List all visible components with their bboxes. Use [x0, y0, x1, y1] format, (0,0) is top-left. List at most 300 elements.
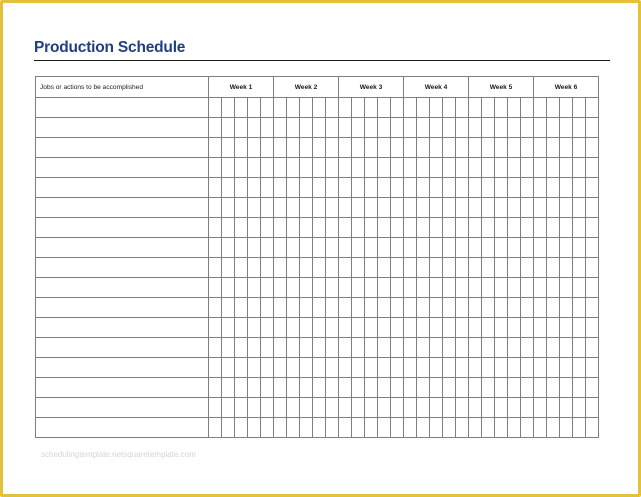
day-cell[interactable] [287, 138, 300, 158]
day-cell[interactable] [326, 358, 339, 378]
day-cell[interactable] [300, 338, 313, 358]
day-cell[interactable] [534, 198, 547, 218]
day-cell[interactable] [287, 238, 300, 258]
day-cell[interactable] [274, 158, 287, 178]
day-cell[interactable] [456, 358, 469, 378]
day-cell[interactable] [339, 298, 352, 318]
day-cell[interactable] [534, 238, 547, 258]
day-cell[interactable] [287, 178, 300, 198]
day-cell[interactable] [560, 138, 573, 158]
day-cell[interactable] [482, 138, 495, 158]
day-cell[interactable] [417, 258, 430, 278]
day-cell[interactable] [482, 278, 495, 298]
day-cell[interactable] [313, 398, 326, 418]
day-cell[interactable] [222, 218, 235, 238]
day-cell[interactable] [339, 138, 352, 158]
day-cell[interactable] [339, 418, 352, 438]
day-cell[interactable] [378, 178, 391, 198]
day-cell[interactable] [300, 378, 313, 398]
day-cell[interactable] [508, 158, 521, 178]
day-cell[interactable] [209, 418, 222, 438]
day-cell[interactable] [391, 158, 404, 178]
day-cell[interactable] [560, 338, 573, 358]
day-cell[interactable] [326, 138, 339, 158]
day-cell[interactable] [365, 398, 378, 418]
day-cell[interactable] [521, 378, 534, 398]
day-cell[interactable] [287, 278, 300, 298]
day-cell[interactable] [248, 418, 261, 438]
day-cell[interactable] [352, 238, 365, 258]
day-cell[interactable] [495, 158, 508, 178]
day-cell[interactable] [313, 318, 326, 338]
day-cell[interactable] [430, 318, 443, 338]
day-cell[interactable] [209, 138, 222, 158]
day-cell[interactable] [430, 178, 443, 198]
day-cell[interactable] [274, 298, 287, 318]
day-cell[interactable] [560, 318, 573, 338]
day-cell[interactable] [469, 338, 482, 358]
day-cell[interactable] [586, 98, 599, 118]
day-cell[interactable] [365, 258, 378, 278]
day-cell[interactable] [274, 238, 287, 258]
day-cell[interactable] [586, 198, 599, 218]
day-cell[interactable] [508, 298, 521, 318]
day-cell[interactable] [261, 418, 274, 438]
day-cell[interactable] [261, 118, 274, 138]
day-cell[interactable] [508, 118, 521, 138]
day-cell[interactable] [534, 298, 547, 318]
day-cell[interactable] [274, 278, 287, 298]
day-cell[interactable] [313, 218, 326, 238]
day-cell[interactable] [287, 378, 300, 398]
day-cell[interactable] [404, 98, 417, 118]
day-cell[interactable] [261, 138, 274, 158]
day-cell[interactable] [443, 278, 456, 298]
day-cell[interactable] [326, 258, 339, 278]
day-cell[interactable] [586, 218, 599, 238]
day-cell[interactable] [235, 258, 248, 278]
day-cell[interactable] [508, 258, 521, 278]
day-cell[interactable] [378, 358, 391, 378]
day-cell[interactable] [274, 378, 287, 398]
day-cell[interactable] [248, 98, 261, 118]
day-cell[interactable] [313, 298, 326, 318]
job-cell[interactable] [36, 358, 209, 378]
day-cell[interactable] [495, 298, 508, 318]
day-cell[interactable] [443, 418, 456, 438]
day-cell[interactable] [508, 218, 521, 238]
job-cell[interactable] [36, 258, 209, 278]
day-cell[interactable] [430, 98, 443, 118]
day-cell[interactable] [443, 178, 456, 198]
day-cell[interactable] [521, 118, 534, 138]
day-cell[interactable] [378, 418, 391, 438]
day-cell[interactable] [469, 278, 482, 298]
day-cell[interactable] [482, 158, 495, 178]
day-cell[interactable] [482, 378, 495, 398]
day-cell[interactable] [235, 218, 248, 238]
day-cell[interactable] [456, 198, 469, 218]
day-cell[interactable] [482, 118, 495, 138]
job-cell[interactable] [36, 238, 209, 258]
day-cell[interactable] [534, 338, 547, 358]
day-cell[interactable] [573, 418, 586, 438]
day-cell[interactable] [560, 98, 573, 118]
day-cell[interactable] [521, 338, 534, 358]
day-cell[interactable] [313, 418, 326, 438]
day-cell[interactable] [365, 378, 378, 398]
day-cell[interactable] [378, 118, 391, 138]
day-cell[interactable] [586, 298, 599, 318]
day-cell[interactable] [469, 178, 482, 198]
day-cell[interactable] [352, 418, 365, 438]
day-cell[interactable] [443, 98, 456, 118]
day-cell[interactable] [560, 158, 573, 178]
day-cell[interactable] [443, 158, 456, 178]
day-cell[interactable] [586, 358, 599, 378]
day-cell[interactable] [417, 98, 430, 118]
day-cell[interactable] [547, 378, 560, 398]
day-cell[interactable] [378, 338, 391, 358]
day-cell[interactable] [495, 238, 508, 258]
job-cell[interactable] [36, 378, 209, 398]
day-cell[interactable] [482, 198, 495, 218]
day-cell[interactable] [235, 238, 248, 258]
day-cell[interactable] [365, 218, 378, 238]
day-cell[interactable] [482, 338, 495, 358]
day-cell[interactable] [508, 338, 521, 358]
day-cell[interactable] [326, 238, 339, 258]
day-cell[interactable] [339, 318, 352, 338]
day-cell[interactable] [521, 218, 534, 238]
day-cell[interactable] [430, 138, 443, 158]
day-cell[interactable] [222, 418, 235, 438]
day-cell[interactable] [586, 418, 599, 438]
job-cell[interactable] [36, 398, 209, 418]
day-cell[interactable] [456, 318, 469, 338]
job-cell[interactable] [36, 198, 209, 218]
day-cell[interactable] [573, 318, 586, 338]
job-cell[interactable] [36, 98, 209, 118]
day-cell[interactable] [352, 158, 365, 178]
day-cell[interactable] [443, 358, 456, 378]
day-cell[interactable] [300, 158, 313, 178]
day-cell[interactable] [365, 198, 378, 218]
day-cell[interactable] [495, 198, 508, 218]
job-cell[interactable] [36, 338, 209, 358]
day-cell[interactable] [313, 258, 326, 278]
day-cell[interactable] [456, 158, 469, 178]
day-cell[interactable] [261, 278, 274, 298]
day-cell[interactable] [391, 218, 404, 238]
day-cell[interactable] [209, 98, 222, 118]
day-cell[interactable] [378, 398, 391, 418]
day-cell[interactable] [352, 338, 365, 358]
day-cell[interactable] [560, 178, 573, 198]
day-cell[interactable] [326, 158, 339, 178]
day-cell[interactable] [365, 178, 378, 198]
day-cell[interactable] [378, 98, 391, 118]
day-cell[interactable] [469, 138, 482, 158]
day-cell[interactable] [404, 418, 417, 438]
day-cell[interactable] [547, 298, 560, 318]
day-cell[interactable] [417, 158, 430, 178]
day-cell[interactable] [391, 298, 404, 318]
day-cell[interactable] [443, 258, 456, 278]
day-cell[interactable] [261, 158, 274, 178]
day-cell[interactable] [313, 338, 326, 358]
day-cell[interactable] [547, 138, 560, 158]
day-cell[interactable] [430, 118, 443, 138]
day-cell[interactable] [339, 198, 352, 218]
day-cell[interactable] [391, 138, 404, 158]
day-cell[interactable] [495, 258, 508, 278]
day-cell[interactable] [560, 398, 573, 418]
day-cell[interactable] [430, 378, 443, 398]
day-cell[interactable] [378, 218, 391, 238]
day-cell[interactable] [339, 278, 352, 298]
day-cell[interactable] [287, 198, 300, 218]
day-cell[interactable] [235, 338, 248, 358]
day-cell[interactable] [326, 118, 339, 138]
day-cell[interactable] [274, 418, 287, 438]
day-cell[interactable] [456, 278, 469, 298]
day-cell[interactable] [352, 218, 365, 238]
day-cell[interactable] [235, 418, 248, 438]
day-cell[interactable] [391, 278, 404, 298]
day-cell[interactable] [261, 378, 274, 398]
day-cell[interactable] [495, 278, 508, 298]
day-cell[interactable] [495, 418, 508, 438]
day-cell[interactable] [534, 218, 547, 238]
day-cell[interactable] [469, 418, 482, 438]
day-cell[interactable] [560, 298, 573, 318]
day-cell[interactable] [404, 198, 417, 218]
day-cell[interactable] [274, 398, 287, 418]
day-cell[interactable] [261, 258, 274, 278]
day-cell[interactable] [482, 178, 495, 198]
job-cell[interactable] [36, 178, 209, 198]
day-cell[interactable] [222, 178, 235, 198]
day-cell[interactable] [573, 378, 586, 398]
day-cell[interactable] [430, 358, 443, 378]
day-cell[interactable] [274, 258, 287, 278]
day-cell[interactable] [482, 398, 495, 418]
day-cell[interactable] [378, 198, 391, 218]
day-cell[interactable] [534, 178, 547, 198]
day-cell[interactable] [326, 378, 339, 398]
day-cell[interactable] [560, 378, 573, 398]
day-cell[interactable] [573, 138, 586, 158]
job-cell[interactable] [36, 138, 209, 158]
day-cell[interactable] [300, 198, 313, 218]
day-cell[interactable] [378, 298, 391, 318]
day-cell[interactable] [248, 378, 261, 398]
day-cell[interactable] [339, 398, 352, 418]
day-cell[interactable] [521, 178, 534, 198]
day-cell[interactable] [534, 98, 547, 118]
day-cell[interactable] [430, 418, 443, 438]
day-cell[interactable] [313, 198, 326, 218]
day-cell[interactable] [287, 118, 300, 138]
day-cell[interactable] [261, 238, 274, 258]
day-cell[interactable] [586, 258, 599, 278]
day-cell[interactable] [482, 418, 495, 438]
day-cell[interactable] [287, 358, 300, 378]
day-cell[interactable] [456, 98, 469, 118]
day-cell[interactable] [586, 278, 599, 298]
day-cell[interactable] [482, 98, 495, 118]
day-cell[interactable] [209, 198, 222, 218]
day-cell[interactable] [521, 418, 534, 438]
day-cell[interactable] [469, 118, 482, 138]
day-cell[interactable] [300, 398, 313, 418]
day-cell[interactable] [586, 318, 599, 338]
day-cell[interactable] [235, 178, 248, 198]
day-cell[interactable] [573, 338, 586, 358]
day-cell[interactable] [287, 338, 300, 358]
day-cell[interactable] [391, 258, 404, 278]
day-cell[interactable] [378, 238, 391, 258]
day-cell[interactable] [456, 218, 469, 238]
day-cell[interactable] [547, 318, 560, 338]
day-cell[interactable] [508, 138, 521, 158]
day-cell[interactable] [391, 198, 404, 218]
day-cell[interactable] [313, 178, 326, 198]
job-cell[interactable] [36, 118, 209, 138]
day-cell[interactable] [222, 138, 235, 158]
day-cell[interactable] [248, 278, 261, 298]
day-cell[interactable] [443, 138, 456, 158]
day-cell[interactable] [495, 138, 508, 158]
day-cell[interactable] [430, 338, 443, 358]
day-cell[interactable] [235, 378, 248, 398]
day-cell[interactable] [560, 358, 573, 378]
day-cell[interactable] [339, 98, 352, 118]
day-cell[interactable] [508, 378, 521, 398]
day-cell[interactable] [261, 198, 274, 218]
day-cell[interactable] [508, 358, 521, 378]
day-cell[interactable] [352, 198, 365, 218]
day-cell[interactable] [339, 258, 352, 278]
day-cell[interactable] [287, 418, 300, 438]
day-cell[interactable] [586, 138, 599, 158]
day-cell[interactable] [287, 258, 300, 278]
day-cell[interactable] [222, 118, 235, 138]
day-cell[interactable] [469, 158, 482, 178]
day-cell[interactable] [521, 258, 534, 278]
day-cell[interactable] [235, 298, 248, 318]
day-cell[interactable] [378, 258, 391, 278]
day-cell[interactable] [235, 98, 248, 118]
day-cell[interactable] [261, 358, 274, 378]
day-cell[interactable] [521, 398, 534, 418]
day-cell[interactable] [391, 98, 404, 118]
day-cell[interactable] [573, 198, 586, 218]
day-cell[interactable] [547, 98, 560, 118]
day-cell[interactable] [430, 158, 443, 178]
day-cell[interactable] [573, 278, 586, 298]
day-cell[interactable] [469, 238, 482, 258]
day-cell[interactable] [417, 198, 430, 218]
day-cell[interactable] [326, 218, 339, 238]
day-cell[interactable] [209, 238, 222, 258]
day-cell[interactable] [404, 258, 417, 278]
day-cell[interactable] [469, 298, 482, 318]
day-cell[interactable] [222, 258, 235, 278]
day-cell[interactable] [482, 218, 495, 238]
day-cell[interactable] [287, 318, 300, 338]
day-cell[interactable] [339, 218, 352, 238]
day-cell[interactable] [482, 318, 495, 338]
day-cell[interactable] [560, 198, 573, 218]
day-cell[interactable] [222, 158, 235, 178]
day-cell[interactable] [586, 178, 599, 198]
day-cell[interactable] [209, 398, 222, 418]
day-cell[interactable] [235, 358, 248, 378]
day-cell[interactable] [547, 198, 560, 218]
day-cell[interactable] [339, 338, 352, 358]
day-cell[interactable] [209, 178, 222, 198]
day-cell[interactable] [404, 178, 417, 198]
day-cell[interactable] [209, 338, 222, 358]
day-cell[interactable] [365, 98, 378, 118]
day-cell[interactable] [274, 118, 287, 138]
day-cell[interactable] [209, 358, 222, 378]
day-cell[interactable] [417, 418, 430, 438]
day-cell[interactable] [365, 418, 378, 438]
day-cell[interactable] [573, 398, 586, 418]
day-cell[interactable] [209, 278, 222, 298]
day-cell[interactable] [521, 238, 534, 258]
day-cell[interactable] [300, 278, 313, 298]
day-cell[interactable] [534, 258, 547, 278]
day-cell[interactable] [417, 178, 430, 198]
day-cell[interactable] [508, 238, 521, 258]
day-cell[interactable] [287, 158, 300, 178]
day-cell[interactable] [326, 198, 339, 218]
job-cell[interactable] [36, 318, 209, 338]
day-cell[interactable] [586, 398, 599, 418]
day-cell[interactable] [521, 298, 534, 318]
day-cell[interactable] [248, 218, 261, 238]
day-cell[interactable] [248, 238, 261, 258]
day-cell[interactable] [443, 218, 456, 238]
day-cell[interactable] [534, 318, 547, 338]
day-cell[interactable] [417, 278, 430, 298]
day-cell[interactable] [495, 318, 508, 338]
day-cell[interactable] [339, 158, 352, 178]
day-cell[interactable] [417, 378, 430, 398]
day-cell[interactable] [430, 258, 443, 278]
day-cell[interactable] [495, 98, 508, 118]
day-cell[interactable] [326, 298, 339, 318]
day-cell[interactable] [508, 178, 521, 198]
day-cell[interactable] [352, 358, 365, 378]
day-cell[interactable] [547, 178, 560, 198]
day-cell[interactable] [495, 398, 508, 418]
day-cell[interactable] [482, 298, 495, 318]
day-cell[interactable] [508, 318, 521, 338]
day-cell[interactable] [222, 358, 235, 378]
day-cell[interactable] [222, 398, 235, 418]
day-cell[interactable] [560, 278, 573, 298]
day-cell[interactable] [313, 118, 326, 138]
day-cell[interactable] [300, 258, 313, 278]
day-cell[interactable] [378, 318, 391, 338]
day-cell[interactable] [248, 258, 261, 278]
day-cell[interactable] [508, 198, 521, 218]
